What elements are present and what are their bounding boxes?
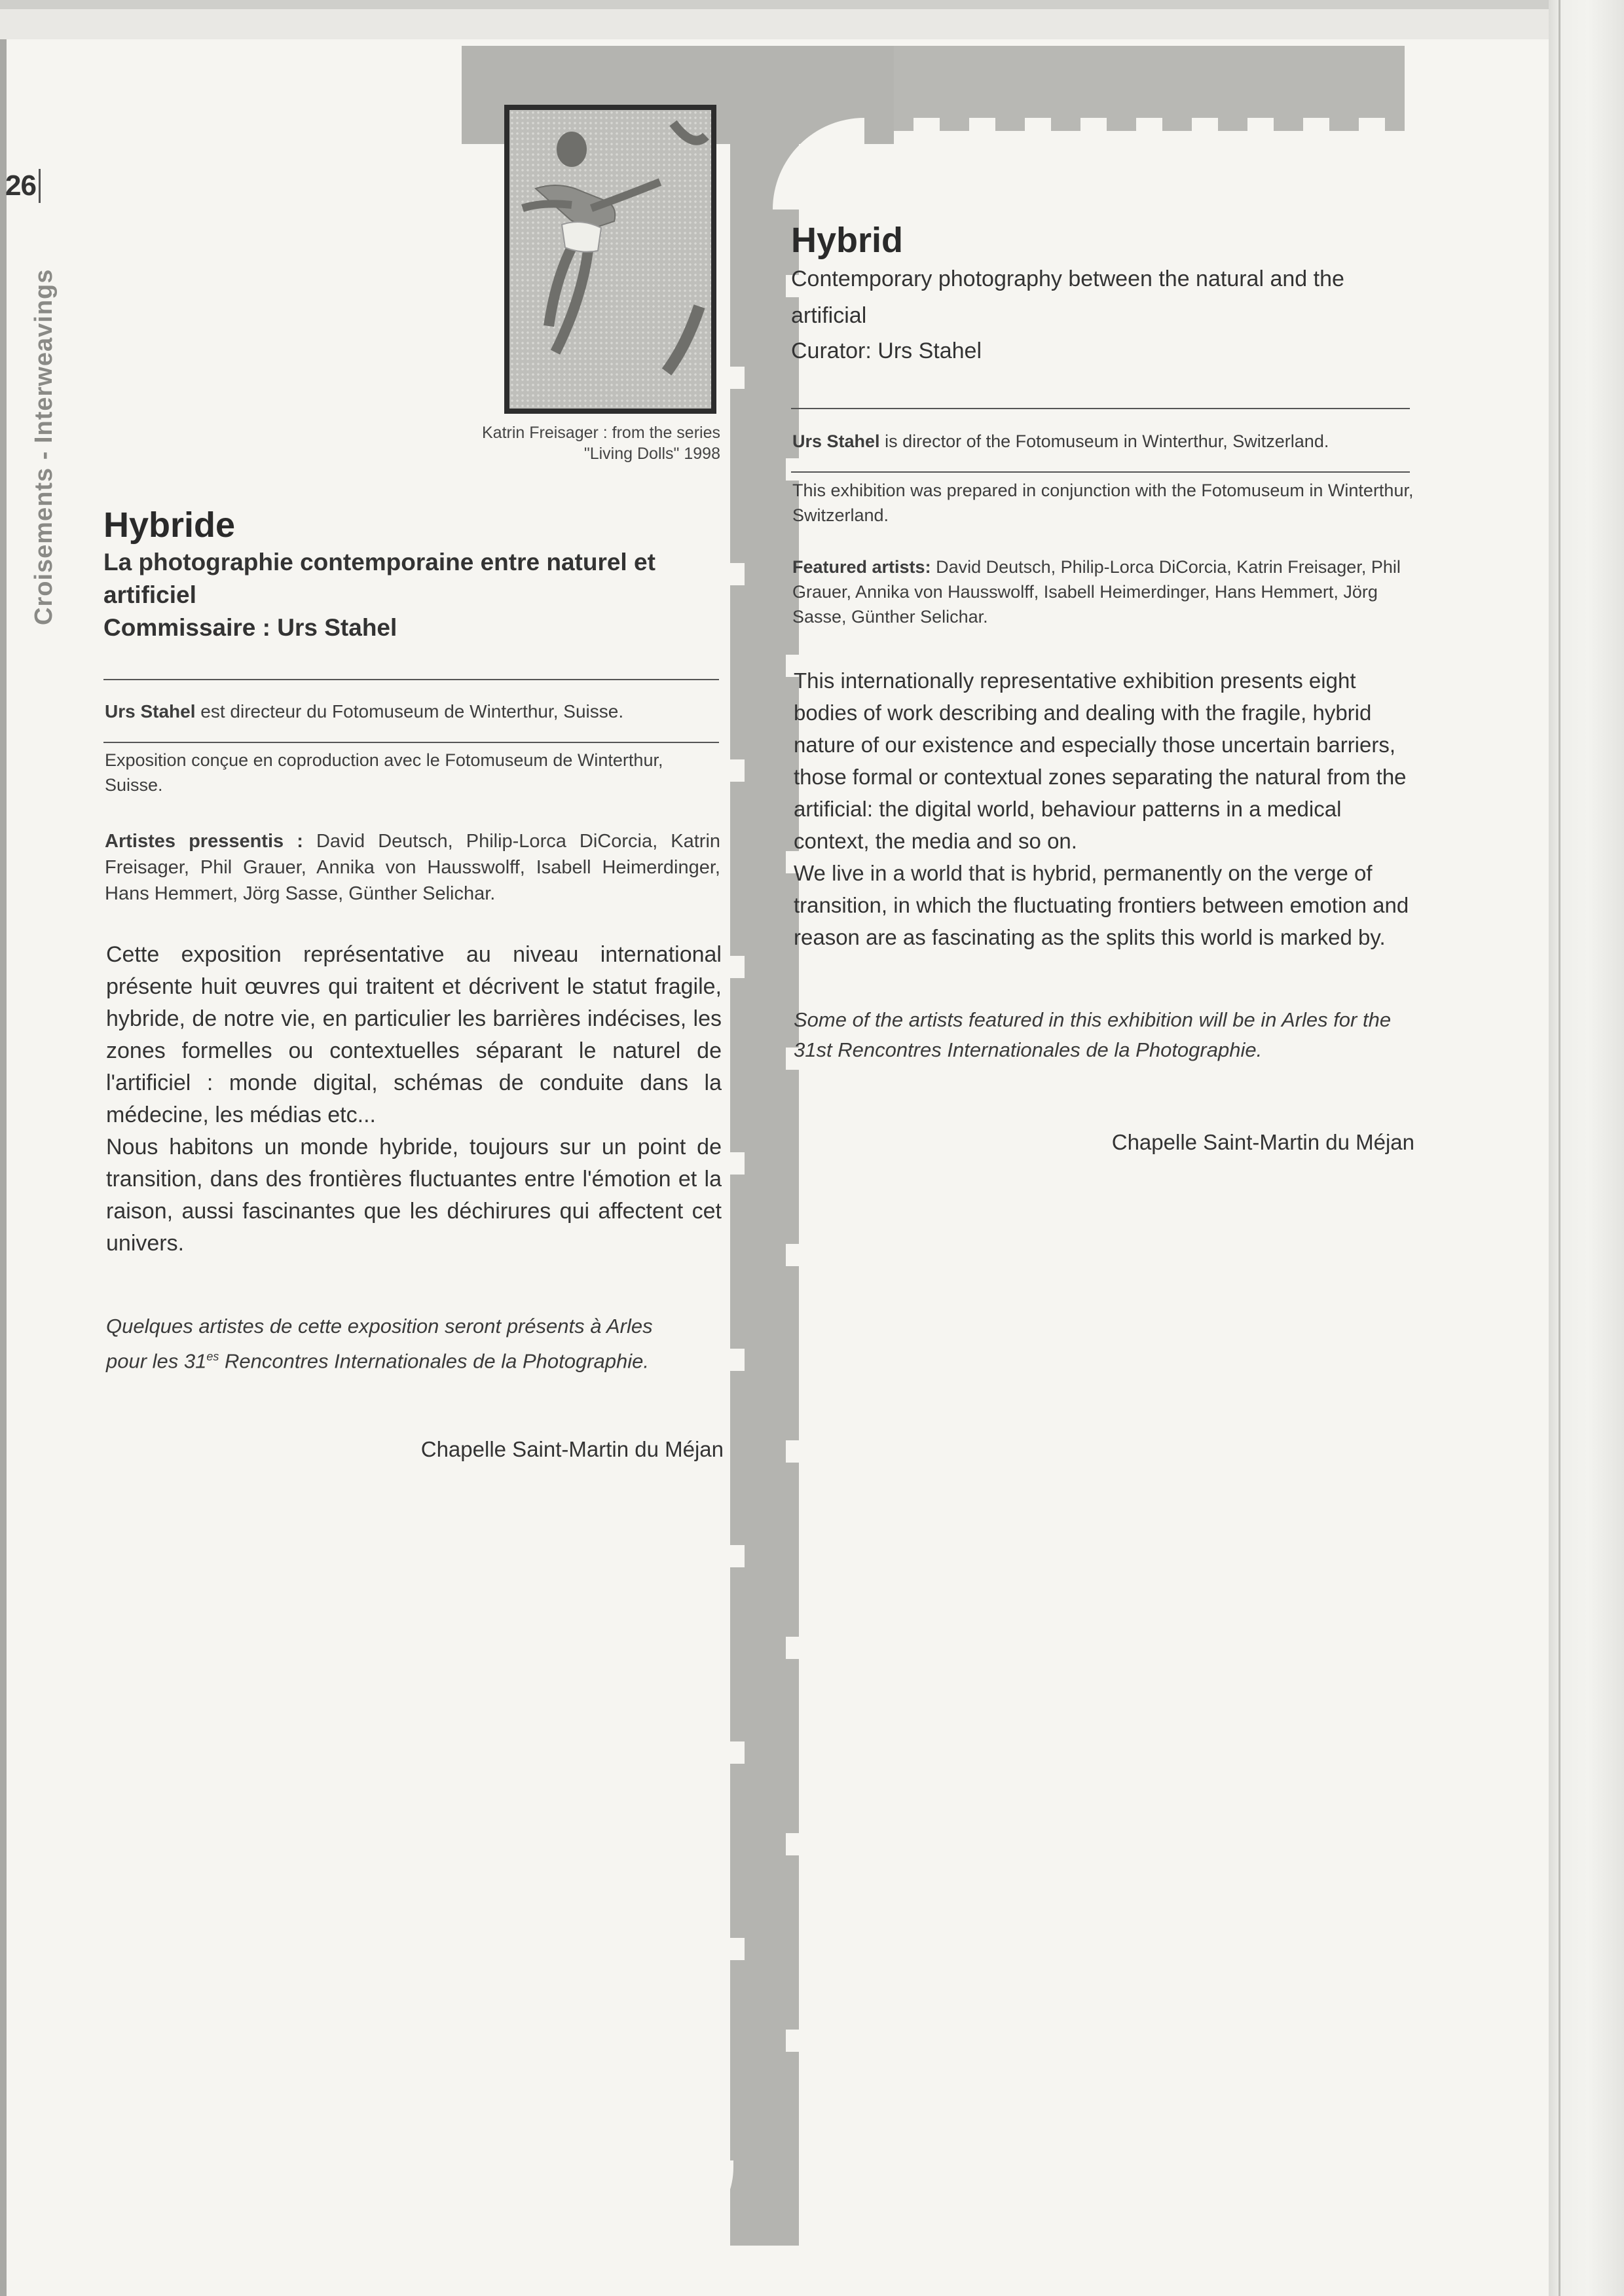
photo-caption (458, 422, 720, 464)
french-artists-label: Artistes pressentis : (105, 831, 303, 852)
perforation (786, 1244, 800, 1266)
perforation (786, 2030, 800, 2052)
english-rule (791, 471, 1410, 473)
english-artists (792, 555, 1414, 629)
english-body (794, 665, 1416, 953)
perforation (1025, 118, 1051, 132)
french-body (106, 939, 722, 1260)
perforation (786, 1637, 800, 1659)
band-curve-bottom (655, 2160, 733, 2246)
french-curator-bio-text: est directeur du Fotomuseum de Winterthur, Suisse. (195, 701, 624, 721)
perforation (730, 563, 745, 585)
french-arles-superscript: es (206, 1350, 219, 1363)
fold-line (1559, 0, 1560, 2296)
english-header (791, 219, 1446, 367)
french-artists-list: David Deutsch, Philip-Lorca DiCorcia, Katrin Freisager, Phil Grauer, Annika von Hausswolff, Isabell Heimerdinger, Hans Hemmert, Jörg Sasse, Günther Selichar. (105, 831, 721, 904)
french-body-paragraph: Nous habitons un monde hybride, toujours sur un point de transition, dans des frontières fluctuantes entre l'émotion et la raison, aussi fascinantes que les déchirures qui affectent cet univers. (106, 1135, 722, 1256)
photograph-living-dolls (509, 110, 711, 409)
english-subtitle-line: artificial (791, 303, 867, 328)
english-subtitle-line: Contemporary photography between the natural and the (791, 266, 1344, 291)
french-curator: Commissaire : Urs Stahel (103, 614, 397, 641)
perforation (1303, 118, 1329, 132)
perforation (730, 1938, 745, 1960)
perforation (730, 1152, 745, 1175)
english-title: Hybrid (791, 221, 904, 260)
perforation (730, 1545, 745, 1567)
english-curator: Curator: Urs Stahel (791, 338, 982, 363)
french-curator-bio (105, 699, 720, 724)
french-arles-line (106, 1341, 735, 1376)
perforation (730, 759, 745, 782)
french-arles-line: Quelques artistes de cette exposition seront présents à Arles (106, 1315, 653, 1338)
section-title-vertical: Croisements - Interweavings (30, 268, 58, 625)
english-rule (791, 408, 1410, 409)
perforation (913, 118, 940, 132)
photo-caption-line: Katrin Freisager : from the series (481, 424, 720, 442)
english-body-paragraph: This internationally representative exhibition presents eight bodies of work describing and dealing with the fragile, hybrid nature of our existence and especially those uncertain barriers, those formal or contextual zones separating the natural from the artificial: the digital world, behaviour patterns in a medical context, the media and so on. (794, 668, 1407, 853)
perforation (730, 1741, 745, 1764)
perforation (730, 956, 745, 978)
page-top-shadow (0, 0, 1552, 9)
spine-line (0, 39, 7, 2296)
french-header (103, 504, 722, 644)
photograph-frame (504, 105, 716, 414)
french-venue: Chapelle Saint-Martin du Méjan (420, 1437, 724, 1461)
perforation (1247, 118, 1274, 132)
perforation (1192, 118, 1218, 132)
figure-illustration (509, 110, 711, 409)
french-rule (103, 742, 719, 743)
french-artists (105, 828, 720, 907)
english-curator-bio-text: is director of the Fotomuseum in Winterthur, Switzerland. (879, 431, 1329, 451)
french-arles-text: pour les 31 (106, 1349, 207, 1373)
perforation (786, 1440, 800, 1463)
french-prepared: Exposition conçue en coproduction avec le Fotomuseum de Winterthur, Suisse. (105, 750, 663, 795)
page-number: 26 (5, 169, 41, 203)
perforation (1080, 118, 1107, 132)
photo-caption-line: "Living Dolls" 1998 (583, 445, 720, 463)
perforation (969, 118, 995, 132)
french-subtitle-line: La photographie contemporaine entre naturel et (103, 549, 655, 575)
french-arles-text: Rencontres Internationales de la Photographie. (219, 1349, 650, 1373)
english-curator-name: Urs Stahel (792, 431, 880, 451)
grey-band-vertical (730, 131, 799, 2246)
french-rule (103, 679, 719, 680)
english-venue: Chapelle Saint-Martin du Méjan (1111, 1130, 1414, 1154)
french-body-paragraph: Cette exposition représentative au niveau international présente huit œuvres qui traitent et décrivent le statut fragile, hybride, de notre vie, en particulier les barrières indécises, les zones formelles ou contextuelles séparant le naturel de l'artificiel : monde digital, schémas de conduite dans la médecine, les médias etc... (106, 942, 722, 1127)
perforation (786, 458, 800, 481)
english-artists-label: Featured artists: (792, 557, 931, 577)
english-body-paragraph: We live in a world that is hybrid, permanently on the verge of transition, in which the fluctuating frontiers between emotion and reason are as fascinating as the splits this world is marked by. (794, 861, 1409, 949)
perforation (786, 1833, 800, 1855)
french-title: Hybride (103, 505, 236, 545)
french-subtitle-line: artificiel (103, 581, 196, 608)
english-prepared: This exhibition was prepared in conjunction with the Fotomuseum in Winterthur, Switzerland. (792, 481, 1414, 525)
perforation (1359, 118, 1385, 132)
english-arles-note: Some of the artists featured in this exhibition will be in Arles for the 31st Rencontres Internationales de la Photographie. (794, 1008, 1392, 1061)
english-artists-list: David Deutsch, Philip-Lorca DiCorcia, Katrin Freisager, Phil Grauer, Annika von Hausswolff, Isabell Heimerdinger, Hans Hemmert, Jörg Sasse, Günther Selichar. (792, 557, 1401, 627)
perforation (1136, 118, 1162, 132)
french-curator-name: Urs Stahel (105, 701, 196, 721)
english-curator-bio (792, 429, 1414, 454)
french-arles-note (106, 1311, 735, 1376)
perforation (730, 367, 745, 389)
